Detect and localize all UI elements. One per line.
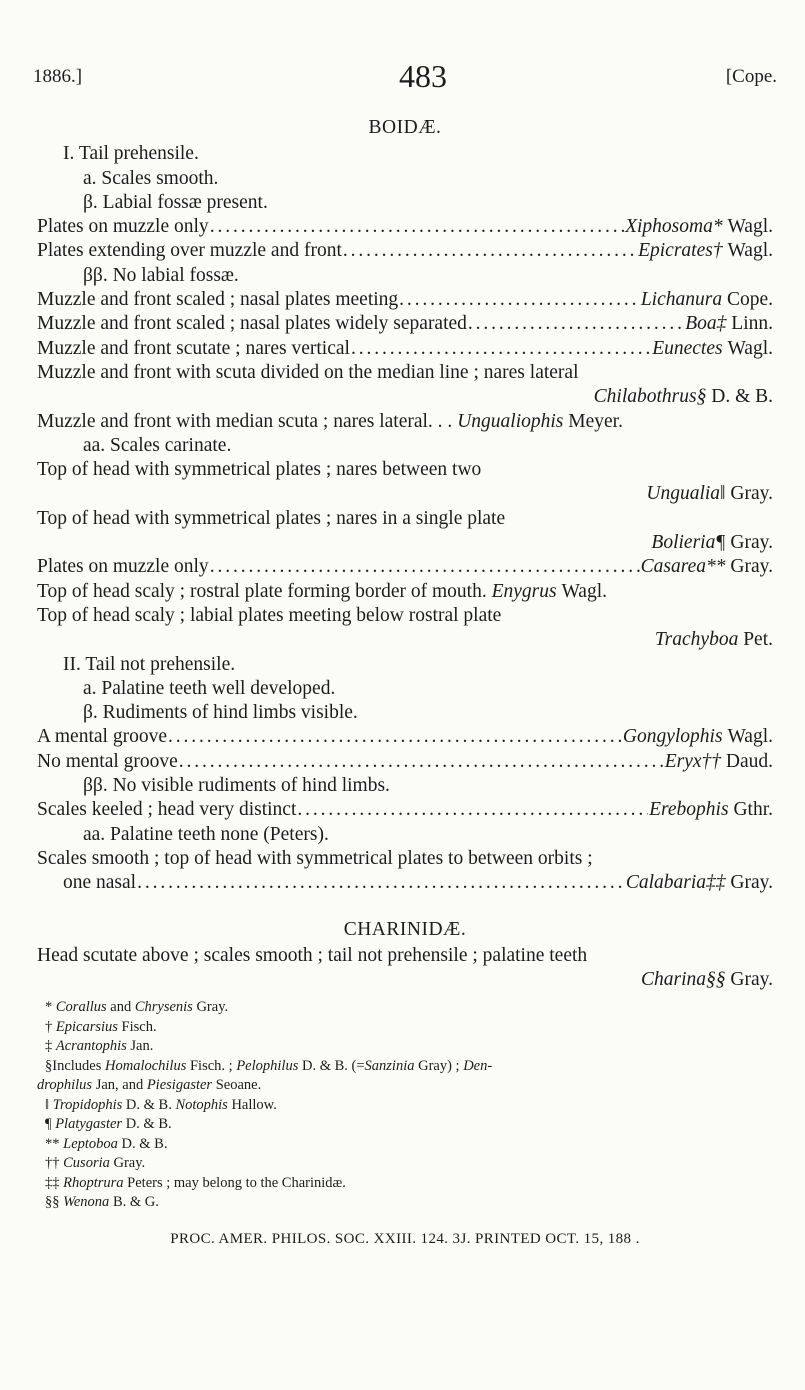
key-entry: A mental groove . . . Gongylophis Wagl. (37, 725, 773, 749)
key-entry: Top of head scaly ; labial plates meeting below rostral plate (37, 604, 502, 626)
page-footer: PROC. AMER. PHILOS. SOC. XXIII. 124. 3J. PRINTED OCT. 15, 188 . (170, 1230, 640, 1247)
key-line: β. Rudiments of hind limbs visible. (83, 702, 358, 724)
key-entry-genus: Trachyboa Pet. (654, 629, 773, 651)
footnote: †† Cusoria Gray. (45, 1155, 146, 1172)
key-entry: No mental groove . . . Eryx†† Daud. (37, 750, 773, 774)
page-number: 483 (399, 58, 447, 94)
footnotes (37, 998, 773, 1213)
key-entry: Muzzle and front scaled ; nasal plates meeting . . . Lichanura Cope. (37, 288, 773, 312)
footnote: ** Leptoboa D. & B. (45, 1135, 168, 1152)
key-entry: Head scutate above ; scales smooth ; tail not prehensile ; palatine teeth (37, 944, 588, 966)
section-heading-boidae: BOIDÆ. (368, 117, 442, 138)
key-entry: Top of head with symmetrical plates ; nares in a single plate (37, 507, 506, 529)
footnote: §§ Wenona B. & G. (45, 1194, 159, 1211)
key-entry: Muzzle and front with scuta divided on the median line ; nares lateral (37, 361, 579, 383)
key-entry: Top of head with symmetrical plates ; nares between two (37, 459, 482, 481)
key-entry: Muzzle and front scutate ; nares vertical . . . Eunectes Wagl. (37, 337, 773, 361)
key-entry: Muzzle and front scaled ; nasal plates widely separated . . . Boa‡ Linn. (37, 312, 773, 336)
key-entry: Plates extending over muzzle and front . . . Epicrates† Wagl. (37, 239, 773, 263)
key-entry: Scales keeled ; head very distinct . . . Erebophis Gthr. (37, 798, 773, 822)
key-entry: Muzzle and front with median scuta ; nares lateral. . . Ungualiophis Meyer. (37, 410, 623, 432)
footnote: ‡ Acrantophis Jan. (45, 1038, 154, 1055)
key-line: ββ. No visible rudiments of hind limbs. (83, 775, 390, 797)
key-entry: Plates on muzzle only . . . Casarea** Gray. (37, 555, 773, 579)
running-header (33, 58, 777, 98)
key-line: aa. Scales carinate. (83, 434, 232, 456)
footnote-continued: drophilus Jan, and Piesigaster Seoane. (37, 1077, 262, 1094)
footnote: † Epicarsius Fisch. (45, 1018, 157, 1035)
key-entry: Scales smooth ; top of head with symmetrical plates to between orbits ; (37, 847, 593, 869)
key-line: β. Labial fossæ present. (83, 191, 268, 213)
year: 1886.] (33, 66, 83, 87)
footnote: §Includes Homalochilus Fisch. ; Pelophilus D. & B. (=Sanzinia Gray) ; Den- (45, 1057, 493, 1074)
key-line: I. Tail prehensile. (63, 143, 199, 165)
key-line: a. Scales smooth. (83, 167, 219, 189)
key-entry: Plates on muzzle only . . . Xiphosoma* Wagl. (37, 215, 773, 239)
page-body (37, 114, 773, 1251)
key-entry-genus: Ungualia‖ Gray. (646, 483, 773, 505)
footnote: * Corallus and Chrysenis Gray. (45, 999, 229, 1016)
author-header: [Cope. (725, 66, 777, 87)
section-heading-charinidae: CHARINIDÆ. (343, 918, 467, 940)
key-entry-genus: Chilabothrus§ D. & B. (593, 386, 773, 408)
key-line: II. Tail not prehensile. (63, 653, 236, 675)
key-entry-genus: Bolieria¶ Gray. (651, 532, 773, 554)
key-entry-genus: Charina§§ Gray. (641, 969, 773, 991)
footnote: ¶ Platygaster D. & B. (45, 1116, 172, 1133)
key-entry: Top of head scaly ; rostral plate forming border of mouth. Enygrus Wagl. (37, 580, 608, 602)
key-line: a. Palatine teeth well developed. (83, 677, 336, 699)
footnote: ‡‡ Rhoptrura Peters ; may belong to the Charinidæ. (45, 1174, 346, 1191)
footnote: ‖ Tropidophis D. & B. Notophis Hallow. (45, 1096, 277, 1113)
key-line: ββ. No labial fossæ. (83, 264, 239, 286)
key-line: aa. Palatine teeth none (Peters). (83, 823, 329, 845)
key-entry: one nasal . . . Calabaria‡‡ Gray. (37, 871, 773, 895)
